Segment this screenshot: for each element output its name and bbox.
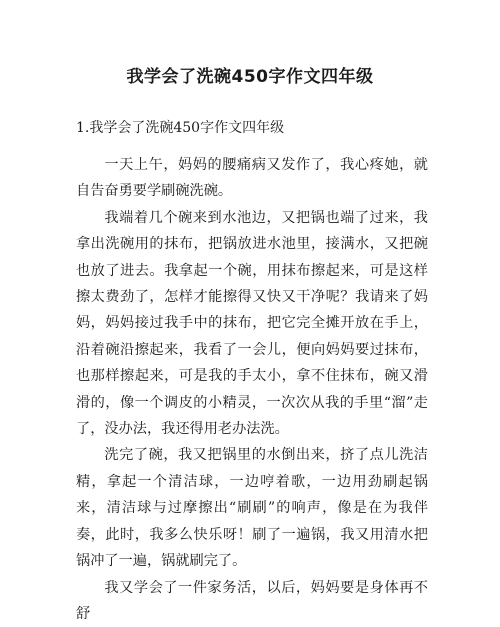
document-title: 我学会了洗碗450字作文四年级	[0, 62, 500, 87]
paragraph: 洗完了碗，我又把锅里的水倒出来，挤了点儿洗洁精，拿起一个清洁球，一边哼着歌，一边用劲刷起锅来，清洁球与过摩擦出“刷刷”的响声，像是在为我伴奏，此时，我多么快乐呀！刷了一遍锅，我又用清水把锅冲了一遍，锅就刷完了。	[76, 442, 428, 574]
paragraph: 我又学会了一件家务活，以后，妈妈要是身体再不舒	[76, 575, 428, 627]
article-body	[76, 152, 428, 627]
paragraph: 我端着几个碗来到水池边，又把锅也端了过来，我拿出洗碗用的抹布，把锅放进水池里，接满水，又把碗也放了进去。我拿起一个碗，用抹布擦起来，可是这样擦太费劲了，怎样才能擦得又快又干净呢？我请来了妈妈，妈妈接过我手中的抹布，把它完全摊开放在手上，沿着碗沿擦起来，我看了一会儿，便向妈妈要过抹布，也那样擦起来，可是我的手太小，拿不住抹布，碗又滑滑的，像一个调皮的小精灵，一次次从我的手里“溜”走了，没办法，我还得用老办法洗。	[76, 205, 428, 443]
section-heading: 1.我学会了洗碗450字作文四年级	[76, 117, 284, 137]
paragraph: 一天上午，妈妈的腰痛病又发作了，我心疼她，就自告奋勇要学刷碗洗碗。	[76, 152, 428, 205]
